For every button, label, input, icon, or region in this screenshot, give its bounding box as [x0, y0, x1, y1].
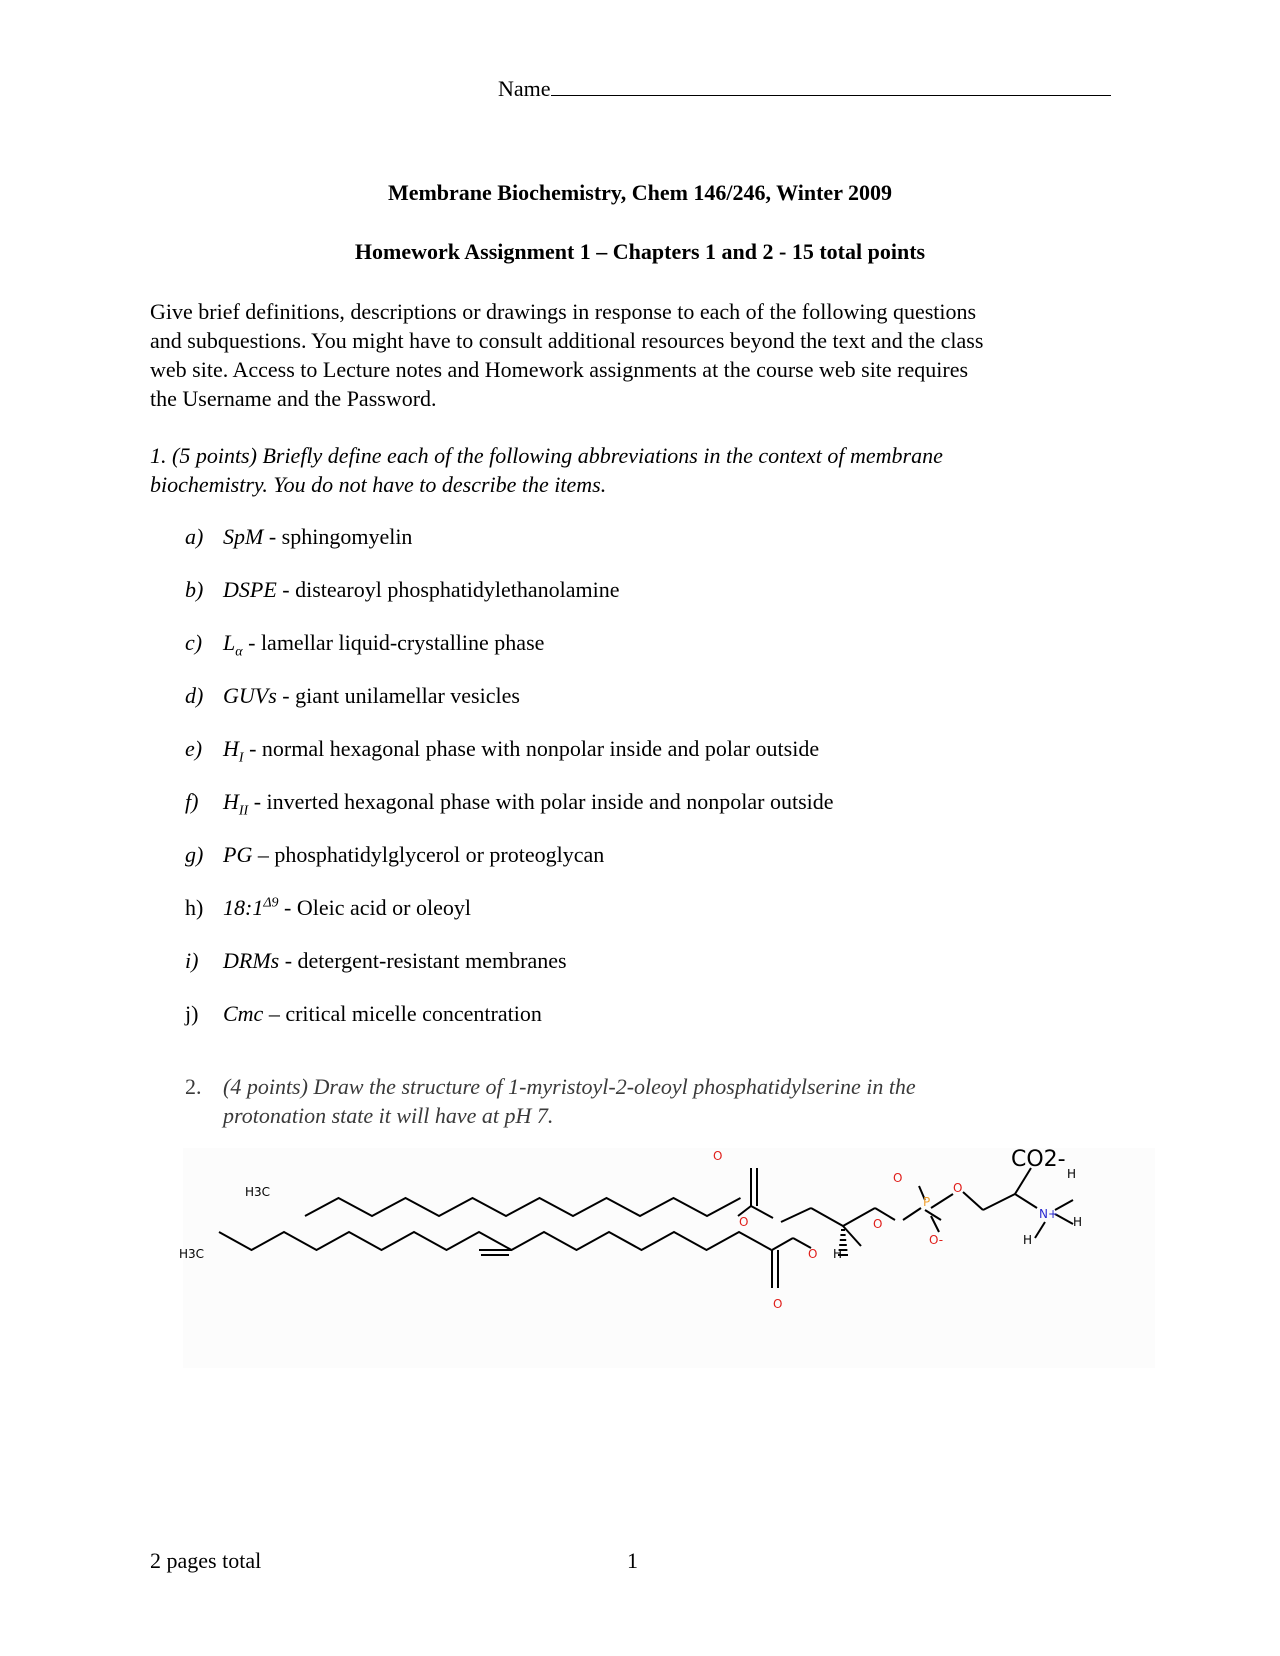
- abbreviation: L: [223, 630, 236, 655]
- course-title: Membrane Biochemistry, Chem 146/246, Winter 2009: [387, 180, 893, 205]
- abbreviation: PG: [223, 842, 253, 867]
- question-1-line: biochemistry. You do not have to describe the items.: [150, 472, 607, 497]
- answer-item-j: [185, 1001, 542, 1027]
- answer-item-f: [185, 789, 834, 819]
- structure-bonds: [219, 1168, 1073, 1288]
- separator: -: [243, 736, 262, 761]
- bond: [903, 1208, 921, 1220]
- h3c-label: H3C: [179, 1247, 205, 1261]
- item-marker: h): [185, 895, 204, 920]
- separator: -: [263, 524, 282, 549]
- page-number: 1: [627, 1548, 638, 1573]
- definition: detergent-resistant membranes: [297, 948, 567, 973]
- separator: –: [252, 842, 275, 867]
- abbreviation: DSPE: [223, 577, 277, 602]
- separator: -: [276, 577, 296, 602]
- glycerol-bond: [781, 1208, 811, 1222]
- name-blank-line: [551, 77, 1111, 96]
- item-marker: g): [185, 842, 204, 867]
- abbreviation-superscript: Δ9: [263, 895, 279, 911]
- separator: -: [248, 789, 267, 814]
- separator: -: [242, 630, 261, 655]
- abbreviation-subscript: α: [235, 644, 243, 660]
- definition: distearoyl phosphatidylethanolamine: [295, 577, 620, 602]
- instructions-line: and subquestions. You might have to consult additional resources beyond the text and the class: [150, 328, 984, 353]
- answer-item-g: [185, 842, 604, 868]
- answer-item-b: [185, 577, 620, 603]
- bond: [772, 1238, 793, 1250]
- name-field: [498, 76, 1111, 102]
- bond: [983, 1194, 1015, 1210]
- abbreviation: H: [223, 789, 239, 814]
- abbreviation: 18:1: [223, 895, 264, 920]
- oxygen-label: O: [739, 1215, 749, 1229]
- separator: -: [278, 895, 297, 920]
- bond: [1015, 1194, 1037, 1208]
- h3c-label: H3C: [245, 1185, 271, 1199]
- definition: normal hexagonal phase with nonpolar inside and polar outside: [261, 736, 820, 761]
- oxygen-label: O: [773, 1297, 783, 1311]
- assignment-title: Homework Assignment 1 – Chapters 1 and 2 - 15 total points: [354, 239, 926, 264]
- item-marker: d): [185, 683, 204, 708]
- definition: Oleic acid or oleoyl: [296, 895, 471, 920]
- instructions-line: Give brief definitions, descriptions or drawings in response to each of the following questions: [150, 299, 977, 324]
- oleoyl-chain: [219, 1232, 772, 1250]
- myristoyl-chain: [305, 1198, 741, 1216]
- hydrogen-label: H: [833, 1247, 843, 1261]
- glycerol-bond: [843, 1208, 875, 1226]
- bond: [843, 1226, 861, 1246]
- question-2-line: (4 points) Draw the structure of 1-myristoyl-2-oleoyl phosphatidylserine in the: [223, 1074, 916, 1099]
- separator: –: [263, 1001, 286, 1026]
- oxygen-label: O-: [929, 1233, 944, 1247]
- answer-item-d: [185, 683, 520, 709]
- item-marker: f): [185, 789, 199, 814]
- item-marker: a): [185, 524, 204, 549]
- answer-item-h: [185, 895, 471, 921]
- question-2-line: protonation state it will have at pH 7.: [223, 1103, 554, 1128]
- question-2-prompt: [185, 1072, 916, 1130]
- item-marker: i): [185, 948, 199, 973]
- carboxylate-label: CO2-: [1011, 1147, 1066, 1172]
- phosphorus-label: P: [923, 1195, 931, 1209]
- oxygen-label: O: [808, 1247, 818, 1261]
- abbreviation-subscript: I: [238, 750, 244, 766]
- bond: [931, 1194, 953, 1208]
- ester-bond: [751, 1206, 773, 1218]
- hydrogen-label: H: [1023, 1233, 1033, 1247]
- bond: [1035, 1222, 1045, 1238]
- separator: -: [276, 683, 296, 708]
- answer-item-i: [185, 948, 567, 974]
- abbreviation: Cmc: [223, 1001, 264, 1026]
- abbreviation-subscript: II: [238, 803, 249, 819]
- abbreviation: SpM: [223, 524, 264, 549]
- instructions-paragraph: [150, 297, 1150, 413]
- oxygen-label: O: [953, 1181, 963, 1195]
- question-1-prompt: [150, 441, 1150, 499]
- definition: lamellar liquid-crystalline phase: [260, 630, 545, 655]
- structure-atoms: [179, 1147, 1082, 1311]
- pages-total: 2 pages total: [150, 1548, 262, 1573]
- abbreviation: DRMs: [223, 948, 280, 973]
- oxygen-label: O: [893, 1171, 903, 1185]
- instructions-line: web site. Access to Lecture notes and Homework assignments at the course web site requires: [150, 357, 969, 382]
- abbreviation: GUVs: [223, 683, 277, 708]
- glycerol-bond: [811, 1208, 843, 1226]
- answer-item-c: [185, 630, 544, 660]
- hydrogen-label: H: [1073, 1215, 1083, 1229]
- separator: -: [279, 948, 298, 973]
- question-1-line: 1. (5 points) Briefly define each of the following abbreviations in the context of membrane: [150, 443, 943, 468]
- item-marker: j): [185, 1001, 199, 1026]
- instructions-line: the Username and the Password.: [150, 386, 437, 411]
- bond: [963, 1192, 983, 1210]
- answer-item-e: [185, 736, 819, 766]
- abbreviation: H: [223, 736, 239, 761]
- definition: sphingomyelin: [281, 524, 413, 549]
- item-marker: b): [185, 577, 204, 602]
- definition: giant unilamellar vesicles: [295, 683, 520, 708]
- item-marker: e): [185, 736, 203, 761]
- nitrogen-label: N+: [1039, 1207, 1059, 1221]
- answer-item-a: [185, 524, 412, 550]
- hydrogen-label: H: [1067, 1167, 1077, 1181]
- definition: critical micelle concentration: [285, 1001, 542, 1026]
- oxygen-label: O: [713, 1149, 723, 1163]
- oxygen-label: O: [873, 1217, 883, 1231]
- question-2-number: 2.: [185, 1074, 202, 1099]
- name-label: Name: [498, 76, 551, 101]
- definition: phosphatidylglycerol or proteoglycan: [274, 842, 605, 867]
- item-marker: c): [185, 630, 203, 655]
- phosphatidylserine-structure: [179, 1147, 1155, 1368]
- definition: inverted hexagonal phase with polar inside and nonpolar outside: [266, 789, 834, 814]
